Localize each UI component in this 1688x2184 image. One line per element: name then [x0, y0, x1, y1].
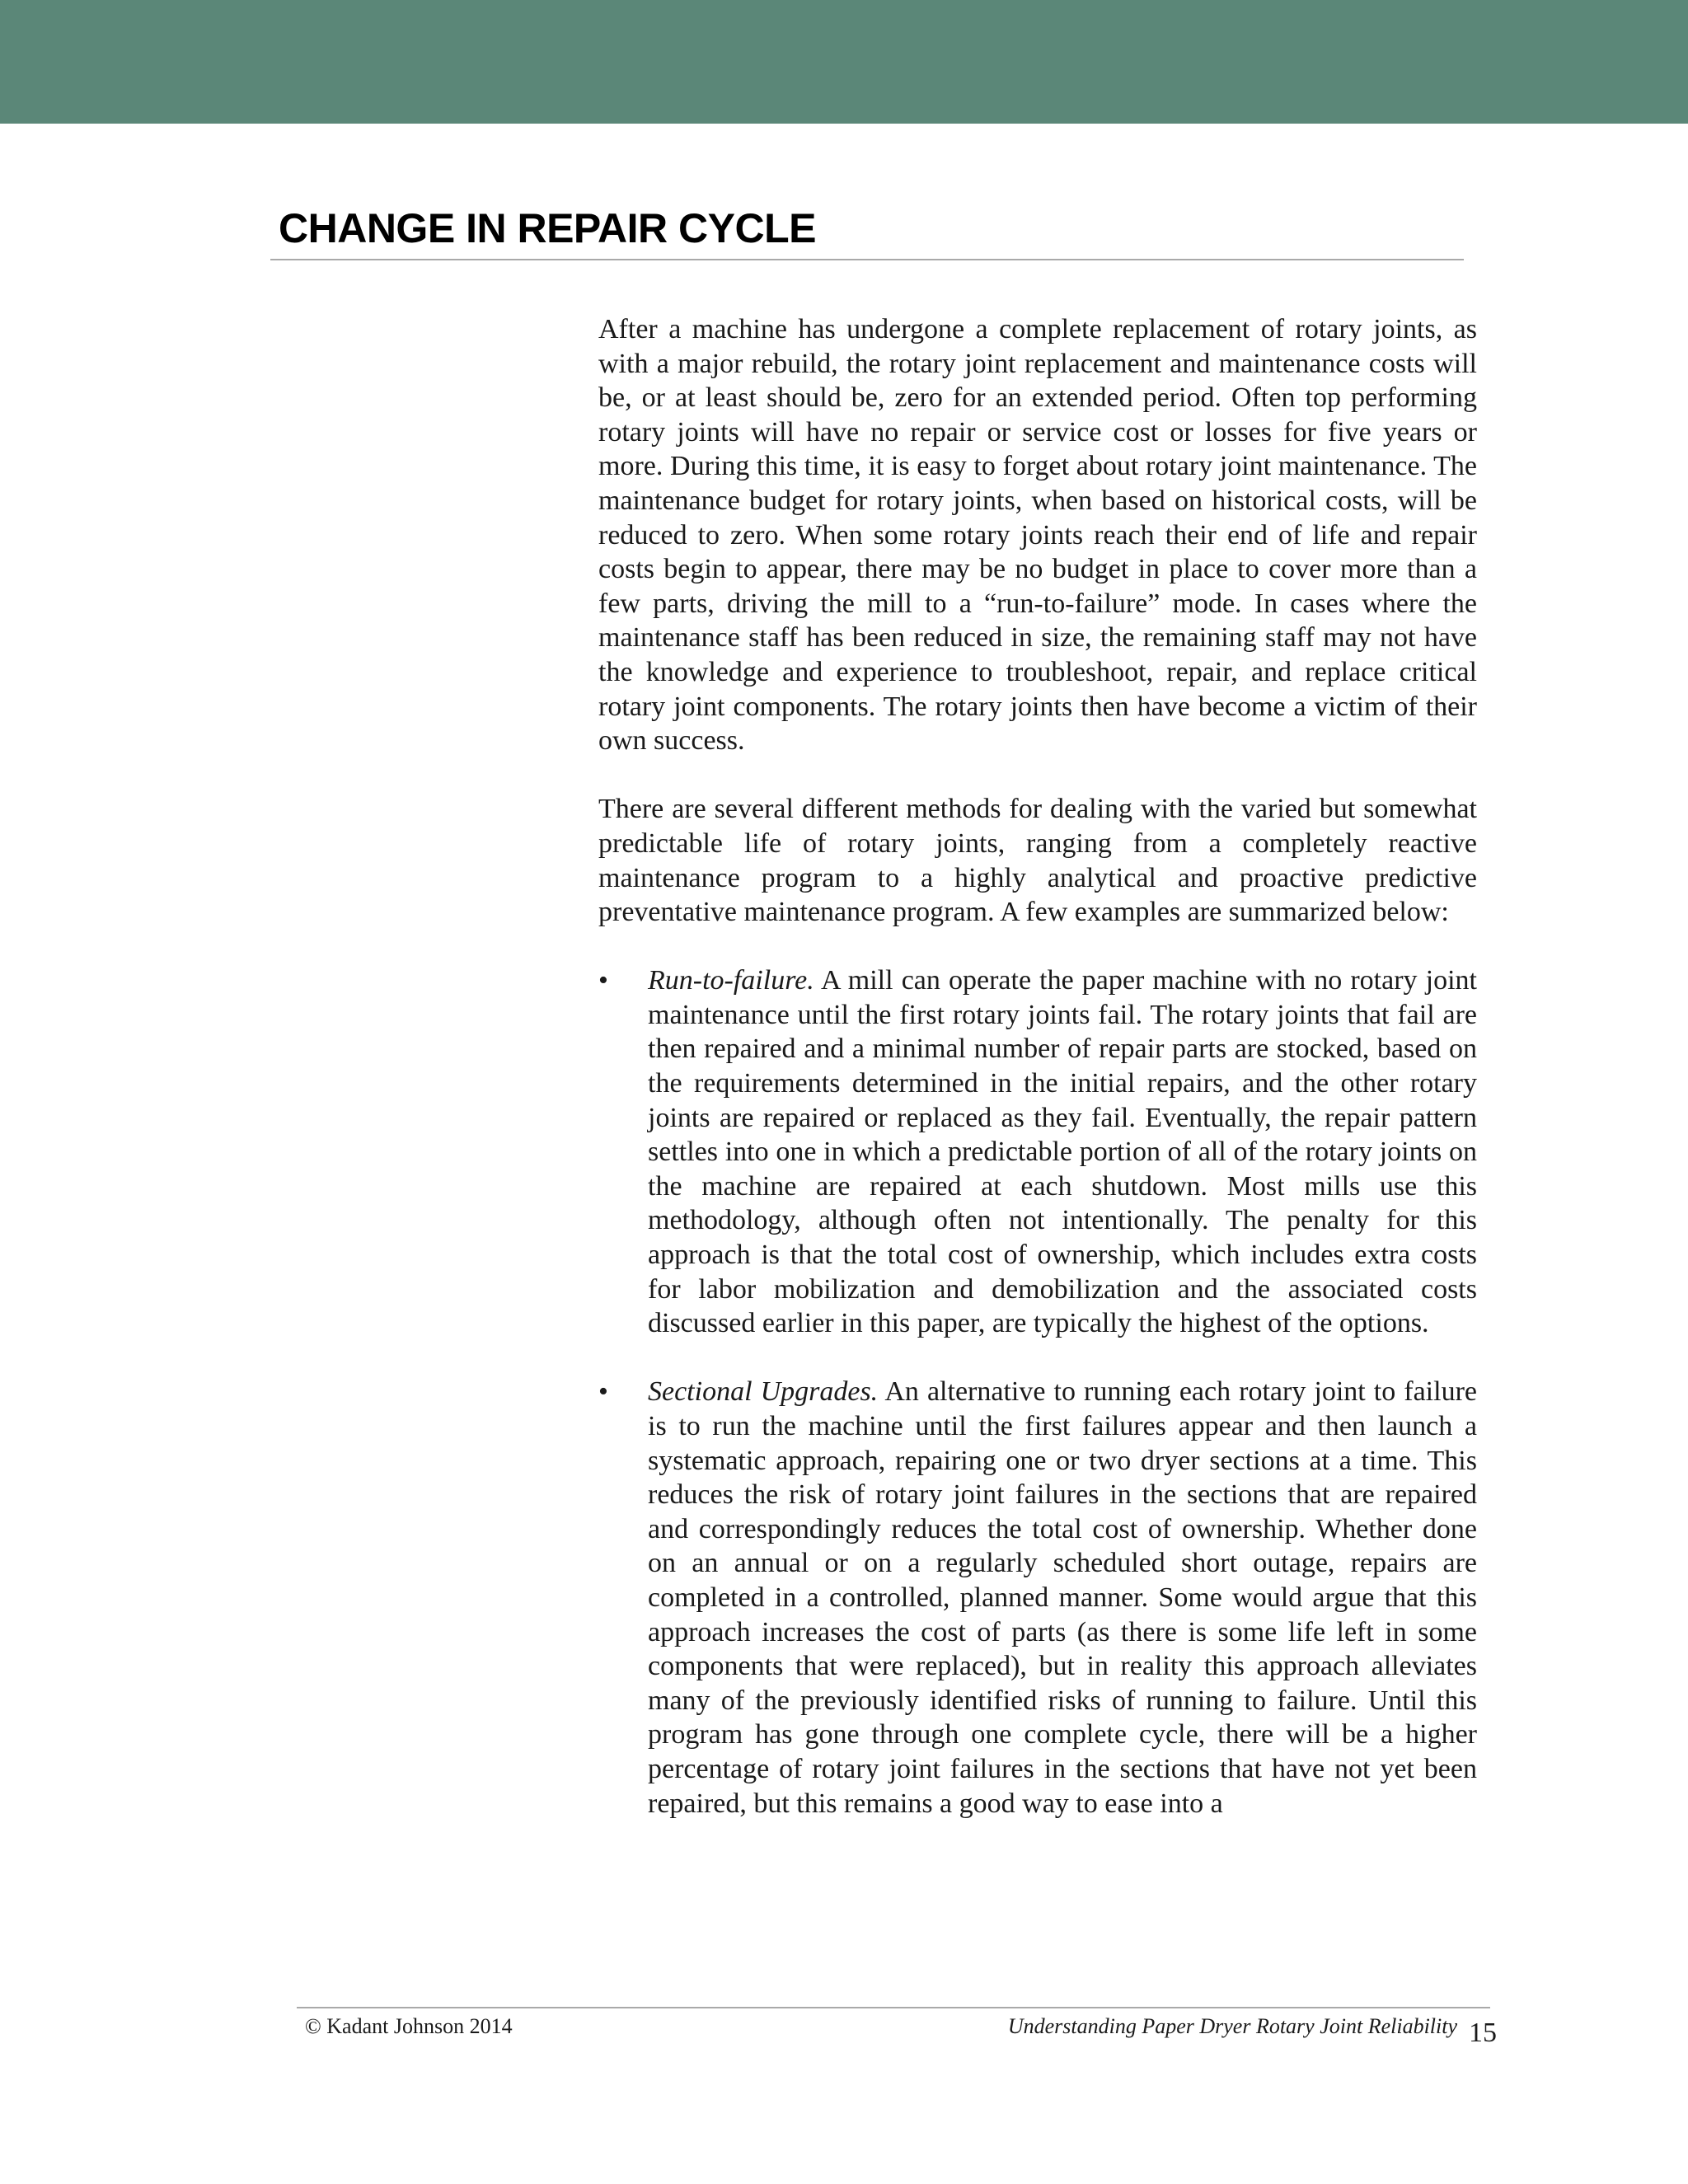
page-number: 15 [1469, 2018, 1497, 2048]
paragraph: After a machine has undergone a complete replacement of rotary joints, as with a major rebuild, the rotary joint replacement and maintenance costs will be, or at least should be, zero for an extended period. Often top performing rotary joints will have no repair or service cost or losses for five years or more. During this time, it is easy to forget about rotary joint maintenance. The maintenance budget for rotary joints, when based on historical costs, will be reduced to zero. When some rotary joints reach their end of life and repair costs begin to appear, there may be no budget in place to cover more than a few parts, driving the mill to a “run-to-failure” mode. In cases where the maintenance staff has been reduced in size, the remaining staff may not have the knowledge and experience to troubleshoot, repair, and replace critical rotary joint components. The rotary joints then have become a victim of their own success. [598, 314, 1477, 757]
list-item [598, 963, 1477, 1341]
list-item-term: Run-to-failure. [648, 965, 814, 996]
bullet-icon: • [598, 965, 608, 996]
header-band [0, 0, 1688, 124]
list-item-text: A mill can operate the paper machine with no rotary joint maintenance until the first rotary joints fail. The rotary joints that fail are then repaired and a minimal number of repair parts are stocked, based on the requirements determined in the initial repairs, and the other rotary joints are repaired or replaced as they fail. Eventually, the repair pattern settles into one in which a predictable portion of all of the rotary joints on the machine are repaired at each shutdown. Most mills use this methodology, although often not intentionally. The penalty for this approach is that the total cost of ownership, which includes extra costs for labor mobilization and demobilization and the associated costs discussed earlier in this paper, are typically the highest of the options. [648, 965, 1477, 1339]
heading-divider [270, 259, 1464, 260]
bullet-icon: • [598, 1376, 608, 1408]
paragraph: There are several different methods for dealing with the varied but somewhat predictable life of rotary joints, ranging from a completely reactive maintenance program to a highly analytical and proactive predictive preventative maintenance program. A few examples are summarized below: [598, 794, 1477, 928]
method-list [598, 963, 1477, 1821]
list-item [598, 1375, 1477, 1821]
footer-document-title: Understanding Paper Dryer Rotary Joint Reliability [1007, 2014, 1457, 2038]
section-heading: CHANGE IN REPAIR CYCLE [279, 205, 817, 251]
list-item-text: An alternative to running each rotary joint to failure is to run the machine until the first failures appear and then launch a systematic approach, repairing one or two dryer sections at a time. This reduces the risk of rotary joint failures in the sections that are repaired and correspondingly reduces the total cost of ownership. Whether done on an annual or on a regularly scheduled short outage, repairs are completed in a controlled, planned manner. Some would argue that this approach increases the cost of parts (as there is some life left in some components that were replaced), but in reality this approach alleviates many of the previously identified risks of running to failure. Until this program has gone through one complete cycle, there will be a higher percentage of rotary joint failures in the sections that have not yet been repaired, but this remains a good way to ease into a [648, 1376, 1477, 1819]
body-text [598, 312, 1477, 1855]
footer-copyright: © Kadant Johnson 2014 [305, 2014, 513, 2038]
list-item-term: Sectional Upgrades. [648, 1376, 879, 1408]
footer-divider [297, 2007, 1490, 2008]
